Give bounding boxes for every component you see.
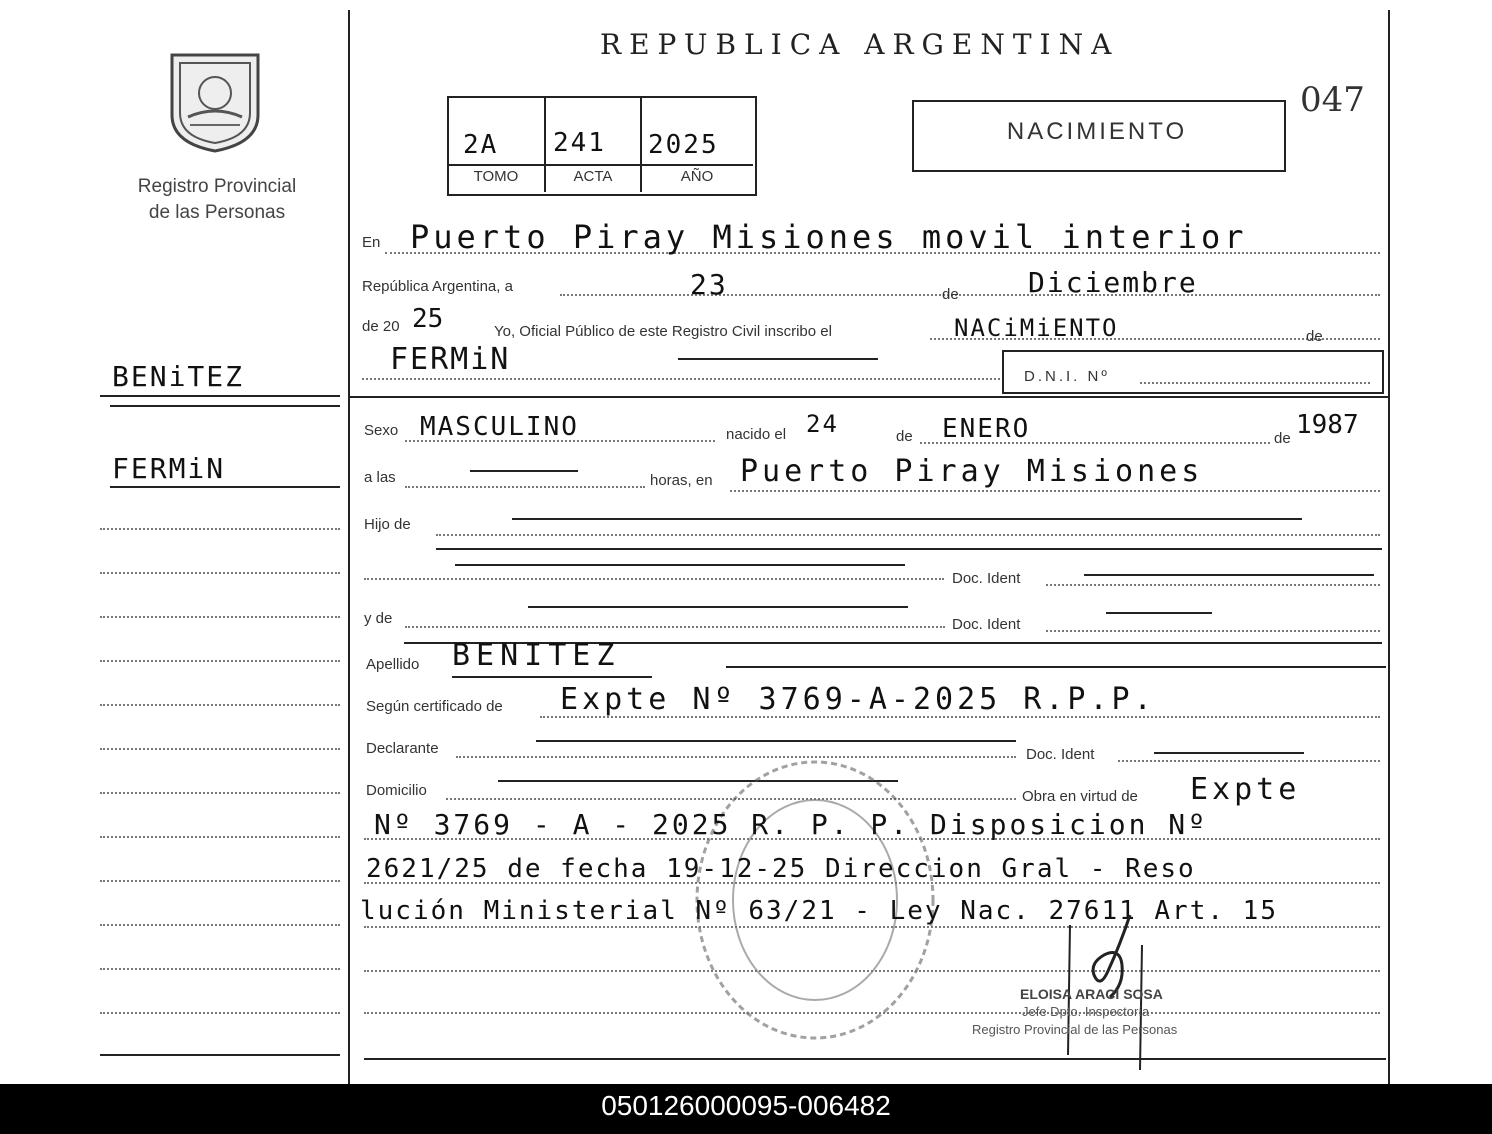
margin-dotted-line [100, 880, 340, 882]
margin-dotted-line [100, 1012, 340, 1014]
margin-rule [110, 405, 340, 407]
margin-dotted-line [100, 748, 340, 750]
alas-label: a las [364, 469, 396, 486]
yde-label: y de [364, 610, 393, 627]
nacido-day: 24 [806, 410, 839, 438]
anio-label: AÑO [680, 168, 714, 185]
de-label-2: de [1306, 328, 1323, 345]
domicilio-label: Domicilio [366, 782, 427, 799]
doc-ident-label-3: Doc. Ident [1026, 746, 1095, 763]
parent-1-dash [455, 564, 905, 566]
registry-name-line-1: Registro Provincial [137, 176, 297, 197]
segun-label: Según certificado de [366, 698, 503, 715]
republica-label: República Argentina, a [362, 278, 513, 295]
dni-line [1140, 382, 1370, 384]
day-value: 23 [690, 268, 728, 301]
doc-ident-label-2: Doc. Ident [952, 616, 1021, 633]
obra-value: Expte [1190, 772, 1301, 807]
nacido-label: nacido el [726, 426, 787, 443]
page-title: REPUBLICA ARGENTINA [600, 28, 1120, 61]
yde-line [405, 626, 945, 628]
doc-ident-line-1 [1046, 584, 1380, 586]
yde-dash [528, 606, 908, 608]
year-suffix: 25 [412, 304, 444, 334]
doc-ident-line-3 [1118, 760, 1380, 762]
margin-dotted-line [100, 528, 340, 530]
record-ref-label-rule [447, 164, 753, 166]
doc-ident-dash-1 [1084, 574, 1374, 576]
doc-ident-dash-3 [1154, 752, 1304, 754]
dni-label: D.N.I. Nº [1024, 368, 1110, 385]
horas-value: Puerto Piray Misiones [740, 454, 1204, 489]
margin-dotted-line [100, 924, 340, 926]
hijo-dash-2 [436, 548, 1382, 550]
margin-rule [100, 395, 340, 397]
body-line [364, 926, 1380, 928]
left-column-rule [348, 10, 350, 1084]
doc-ident-line-2 [1046, 630, 1380, 632]
margin-dotted-line [100, 660, 340, 662]
sexo-label: Sexo [364, 422, 399, 439]
registry-name-line-2: de las Personas [148, 202, 286, 223]
page-number: 047 [1300, 80, 1365, 120]
right-page-rule [1388, 10, 1390, 1084]
de-label: de [942, 286, 959, 303]
en-label: En [362, 234, 381, 251]
body-line-2: 2621/25 de fecha 19-12-25 Direccion Gral - Reso [366, 854, 1196, 884]
name-underline [678, 358, 878, 360]
obra-label: Obra en virtud de [1022, 788, 1138, 805]
margin-dotted-line [100, 792, 340, 794]
margin-dotted-line [100, 572, 340, 574]
segun-value: Expte Nº 3769-A-2025 R.P.P. [560, 682, 1156, 717]
apellido-value: BENITEZ [452, 638, 621, 673]
margin-dotted-line [100, 616, 340, 618]
declarante-label: Declarante [366, 740, 439, 757]
margin-bottom-rule [100, 1054, 340, 1056]
sexo-value: MASCULINO [420, 412, 579, 442]
apellido-dash [726, 666, 1386, 668]
alas-dash [470, 470, 578, 472]
horas-label: horas, en [650, 472, 713, 489]
signatory-org: Registro Provincial de las Personas [972, 1022, 1178, 1037]
nacido-month: ENERO [942, 414, 1031, 444]
nacido-line [920, 442, 1270, 444]
month-value: Diciembre [1028, 266, 1198, 299]
anio-value: 2025 [648, 130, 719, 160]
inscribo-value: NACiMiENTO [954, 314, 1119, 342]
margin-rule [110, 486, 340, 488]
apellido-label: Apellido [366, 656, 420, 673]
acta-label: ACTA [573, 168, 613, 185]
year-prefix: de 20 [362, 318, 400, 335]
province-emblem [160, 45, 270, 155]
parent-1-line [364, 578, 944, 580]
de-label-3: de [896, 428, 913, 445]
body-line [364, 970, 1380, 972]
doc-ident-label-1: Doc. Ident [952, 570, 1021, 587]
name-line [362, 378, 1000, 380]
doc-ident-dash-2 [1106, 612, 1212, 614]
record-type: NACIMIENTO [1006, 118, 1188, 145]
en-value: Puerto Piray Misiones movil interior [410, 218, 1248, 256]
republica-line [560, 294, 1380, 296]
margin-dotted-line [100, 836, 340, 838]
tomo-label: TOMO [473, 168, 519, 185]
body-line-3: lución Ministerial Nº 63/21 - Ley Nac. 27611 Art. 15 [360, 896, 1278, 926]
body-bottom-rule [364, 1058, 1386, 1060]
name-value: FERMiN [390, 342, 511, 377]
acta-value: 241 [553, 128, 606, 158]
section-divider [350, 396, 1388, 398]
signatory-title: Jefe Dpto. Inspectoría [1022, 1004, 1150, 1019]
body-line-1: Nº 3769 - A - 2025 R. P. P. Disposicion Nº [374, 808, 1209, 841]
de-label-4: de [1274, 430, 1291, 447]
inscribo-label: Yo, Oficial Público de este Registro Civil inscribo el [494, 323, 832, 340]
nacido-year: 1987 [1296, 410, 1359, 440]
margin-dotted-line [100, 704, 340, 706]
barcode-number: 050126000095-006482 [601, 1090, 891, 1121]
signatory-name: ELOISA ARACI SOSA [1020, 986, 1163, 1002]
margin-surname: BENiTEZ [112, 360, 245, 393]
hijo-line [436, 534, 1380, 536]
apellido-underline [452, 676, 652, 678]
margin-given-name: FERMiN [112, 452, 226, 485]
horas-line [730, 490, 1380, 492]
tomo-value: 2A [463, 130, 499, 160]
body-line [364, 1012, 1380, 1014]
alas-line [405, 486, 645, 488]
segun-line [540, 716, 1380, 718]
margin-dotted-line [100, 968, 340, 970]
hijo-label: Hijo de [364, 516, 411, 533]
hijo-dash [512, 518, 1302, 520]
declarante-dash [536, 740, 1016, 742]
